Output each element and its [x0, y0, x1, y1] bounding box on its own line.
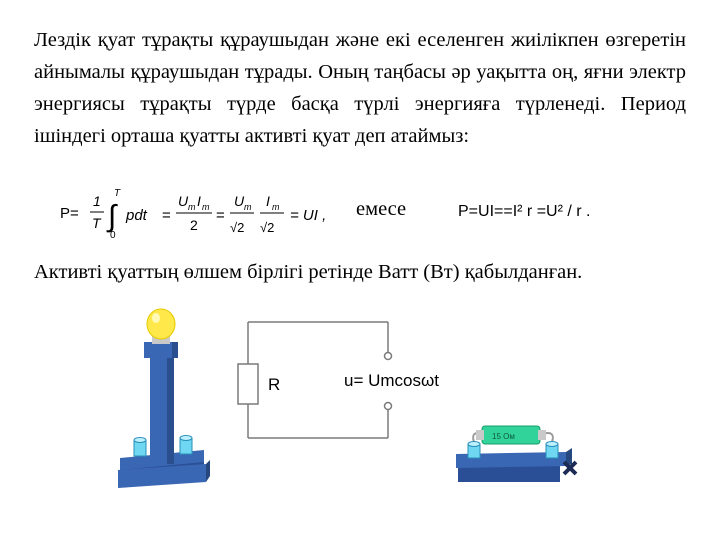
formula2-text: P=UI==I² r =U² / r .: [458, 203, 591, 220]
im-2: I: [266, 193, 270, 209]
p-eq: P=: [60, 205, 79, 222]
terminal-bottom: [385, 403, 392, 410]
sqrt2-a: √2: [230, 220, 245, 235]
um-2: U: [234, 193, 245, 209]
source-label: u= Umcosωt: [344, 371, 439, 390]
um-1: U: [178, 193, 189, 209]
ui-result: = UI ,: [290, 207, 327, 224]
unit-paragraph: Активті қуаттың өлшем бірлігі ретінде Ватт (Вт) қабылданған.: [34, 261, 583, 283]
im-2-sub: m: [272, 202, 280, 212]
illustration: [0, 290, 720, 540]
im-1-sub: m: [202, 202, 210, 212]
den-2: 2: [190, 217, 198, 233]
int-upper: T: [114, 188, 121, 199]
resistor-tag: 15 Ом: [492, 432, 515, 441]
integral-sign: ∫: [108, 200, 117, 233]
bulb: [147, 309, 175, 339]
or-word: емесе: [356, 198, 407, 220]
int-lower: 0: [110, 230, 116, 241]
active-power-formula: [60, 182, 350, 244]
um-2-sub: m: [244, 202, 252, 212]
bulb-stand: [118, 309, 210, 488]
terminal-top: [385, 353, 392, 360]
im-1: I: [197, 193, 201, 209]
resistor-symbol: [238, 364, 258, 404]
integrand: pdt: [126, 207, 147, 224]
frac-den: T: [92, 215, 101, 231]
power-formula-2: [458, 190, 698, 230]
eq-2: =: [216, 207, 225, 224]
resistor-stand: [456, 426, 576, 482]
formula-row: [60, 182, 700, 244]
sqrt2-b: √2: [260, 220, 275, 235]
eq-1: =: [162, 207, 171, 224]
um-1-sub: m: [188, 202, 196, 212]
resistor-label: R: [268, 375, 281, 394]
intro-paragraph: Лездік қуат тұрақты құраушыдан және екі еселенген жиілікпен өзгеретін айнымалы құраушыдан тұрады. Оның таңбасы әр уақытта оң, яғни электр энергиясы тұрақты түрде басқа түрлі энергияға түрленеді. Период ішіндегі орташа қуатты активті қуат деп атаймыз:: [34, 29, 686, 147]
frac-num: 1: [93, 193, 101, 209]
